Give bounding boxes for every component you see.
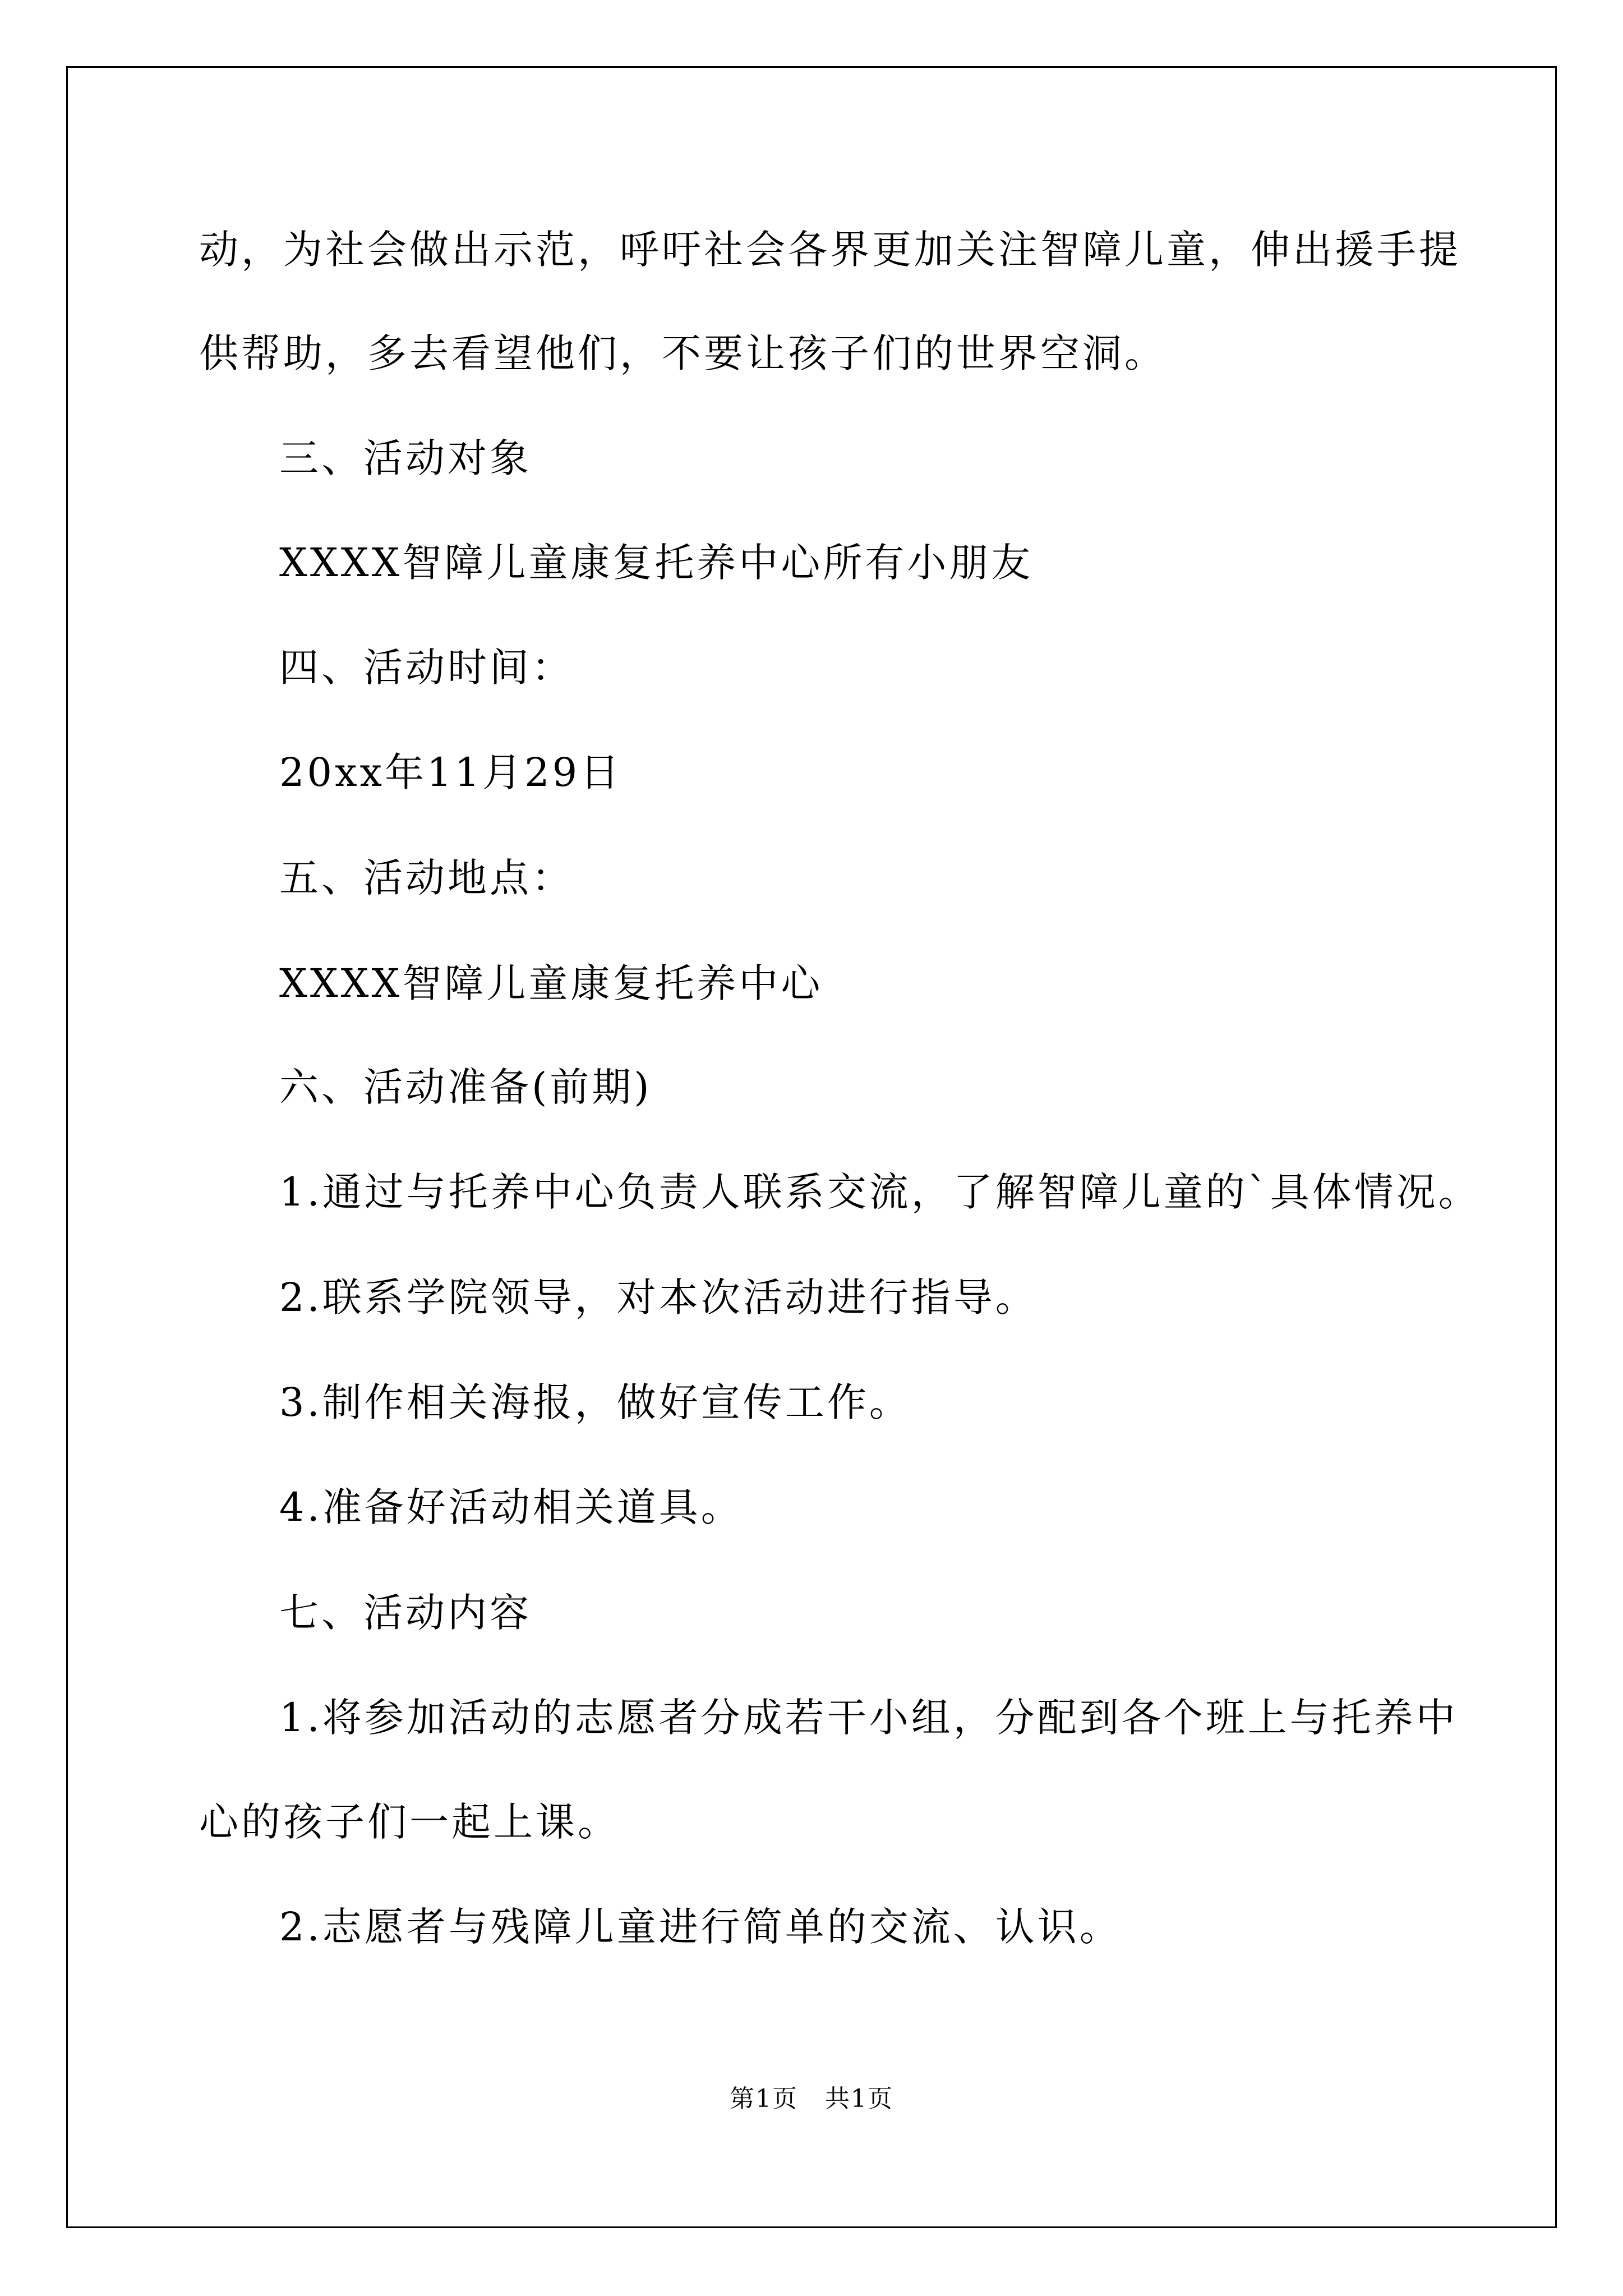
content-item-2: 2.志愿者与残障儿童进行简单的交流、认识。 [279,1904,1122,1950]
body-line-1: 动，为社会做出示范，呼吁社会各界更加关注智障儿童，伸出援手提 [199,227,1461,273]
preparation-item-1: 1.通过与托养中心负责人联系交流，了解智障儿童的`具体情况。 [279,1169,1481,1215]
location-text: XXXX智障儿童康复托养中心 [279,960,823,1006]
target-text: XXXX智障儿童康复托养中心所有小朋友 [279,540,1034,586]
body-line-2: 供帮助，多去看望他们，不要让孩子们的世界空洞。 [199,330,1166,376]
section-heading-content: 七、活动内容 [279,1590,532,1636]
content-item-1-continued: 心的孩子们一起上课。 [199,1799,620,1845]
preparation-item-4: 4.准备好活动相关道具。 [279,1484,743,1530]
section-heading-preparation: 六、活动准备(前期) [279,1064,652,1110]
page-footer: 第1页 共1页 [730,2085,893,2113]
preparation-item-2: 2.联系学院领导，对本次活动进行指导。 [279,1274,1038,1320]
section-heading-time: 四、活动时间： [279,645,574,691]
section-heading-location: 五、活动地点： [279,855,574,901]
content-item-1: 1.将参加活动的志愿者分成若干小组，分配到各个班上与托养中 [279,1695,1458,1741]
preparation-item-3: 3.制作相关海报，做好宣传工作。 [279,1379,911,1425]
time-text: 20xx年11月29日 [279,749,623,795]
section-heading-target: 三、活动对象 [279,435,532,481]
